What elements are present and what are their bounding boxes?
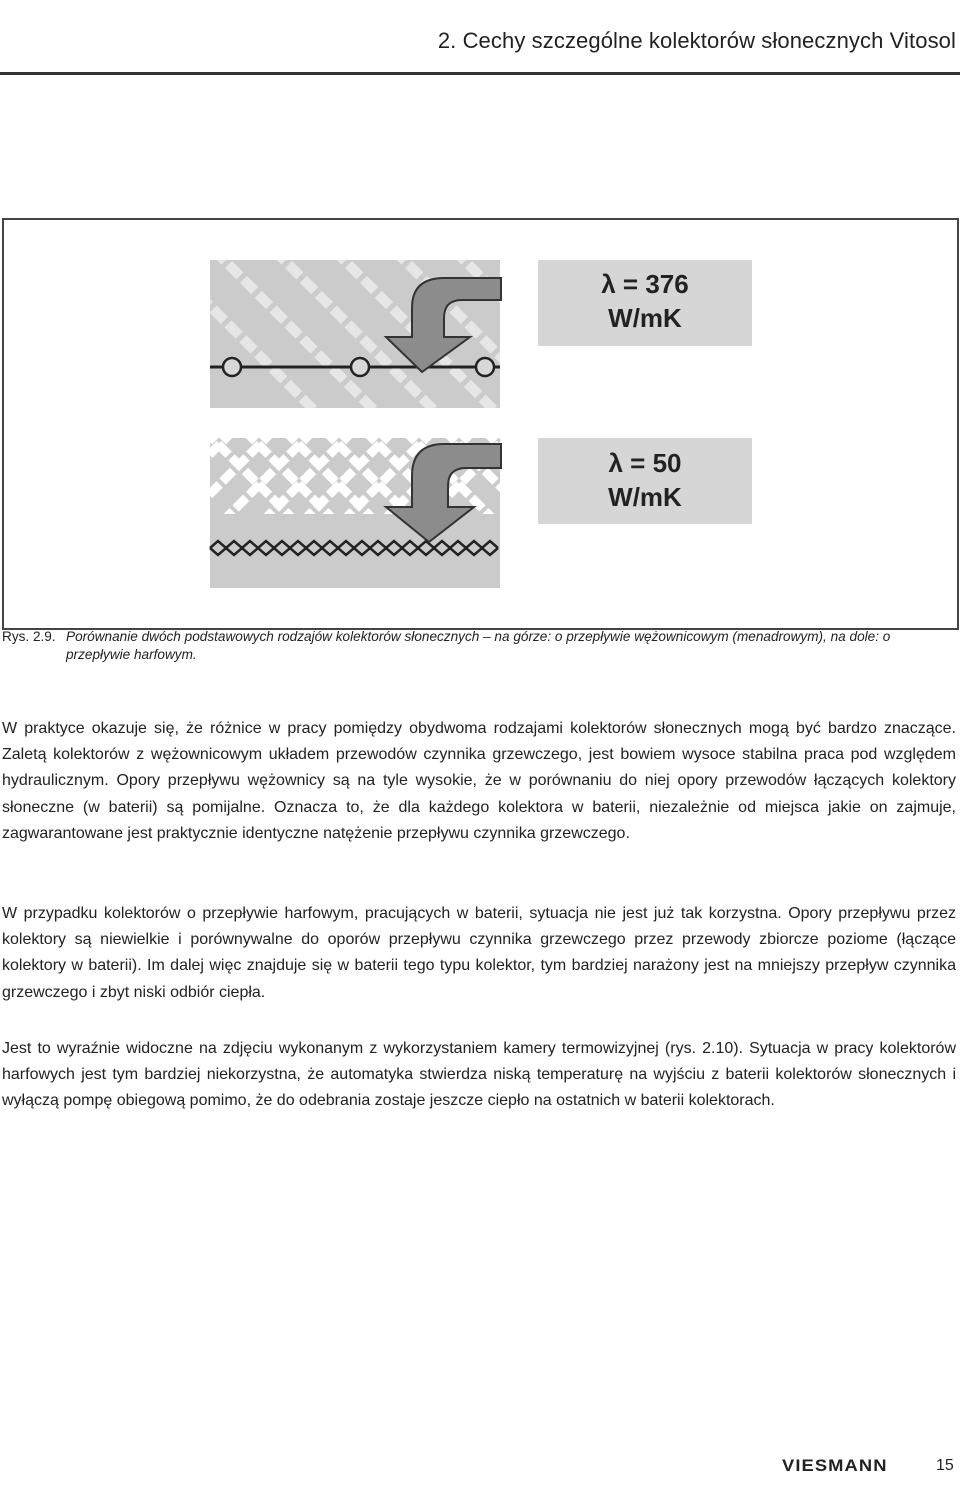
conductivity-value-top: λ = 376 <box>601 269 689 299</box>
collector-comparison-diagram <box>4 220 957 628</box>
page-header-title: 2. Cechy szczególne kolektorów słonecznych Vitosol <box>437 28 956 53</box>
body-paragraph: W praktyce okazuje się, że różnice w pracy pomiędzy obydwoma rodzajami kolektorów słonecznych mogą być bardzo znaczące. Zaletą kolektorów z wężownicowym układem przewodów czynnika grzewczego, jest bowiem wysoce stabilna praca pod względem hydraulicznym. Opory przepływu wężownicy są na tyle wysokie, że w porównaniu do niej opory przewodów łączących kolektory słoneczne (w baterii) są pomijalne. Oznacza to, że dla każdego kolektora w baterii, niezależnie od miejsca jakie on zajmuje, zagwarantowane jest praktycznie identyczne natężenie przepływu czynnika grzewczego. <box>2 720 956 842</box>
conductivity-value-bottom: λ = 50 <box>608 448 682 478</box>
caption-text: Porównanie dwóch podstawowych rodzajów kolektorów słonecznych – na górze: o przepływie wężownicowym (menadrowym), na dole: o przepływie harfowym. <box>66 629 891 662</box>
pipe-cross-section-icon <box>351 358 369 376</box>
figure-frame <box>2 218 959 630</box>
caption-number: Rys. 2.9. <box>2 629 56 644</box>
header-divider <box>0 72 960 75</box>
body-paragraph: Jest to wyraźnie widoczne na zdjęciu wykonanym z wykorzystaniem kamery termowizyjnej (rys. 2.10). Sytuacja w pracy kolektorów harfowych jest tym bardziej niekorzystna, że automatyka stwierdza niską temperaturę na wyjściu z baterii kolektorów słonecznych i wyłączą pompę obiegową pomimo, że do odebrania zostaje jeszcze ciepło na ostatnich w baterii kolektorach. <box>2 1040 956 1110</box>
pipe-cross-section-icon <box>476 358 494 376</box>
pipe-cross-section-icon <box>223 358 241 376</box>
conductivity-unit-top: W/mK <box>608 303 682 333</box>
page-number: 15 <box>936 1457 954 1474</box>
body-paragraph: W przypadku kolektorów o przepływie harfowym, pracujących w baterii, sytuacja nie jest już tak korzystna. Opory przepływu przez kolektory są niewielkie i porównywalne do oporów przepływu czynnika grzewczego przez przewody zbiorcze poziome (łączące kolektory w baterii). Im dalej więc znajduje się w baterii tego typu kolektor, tym bardziej narażony jest na mniejszy przepływ czynnika grzewczego i zbyt niski odbiór ciepła. <box>2 905 956 1001</box>
conductivity-unit-bottom: W/mK <box>608 482 682 512</box>
brand-logo: VIESMANN <box>782 1456 888 1475</box>
